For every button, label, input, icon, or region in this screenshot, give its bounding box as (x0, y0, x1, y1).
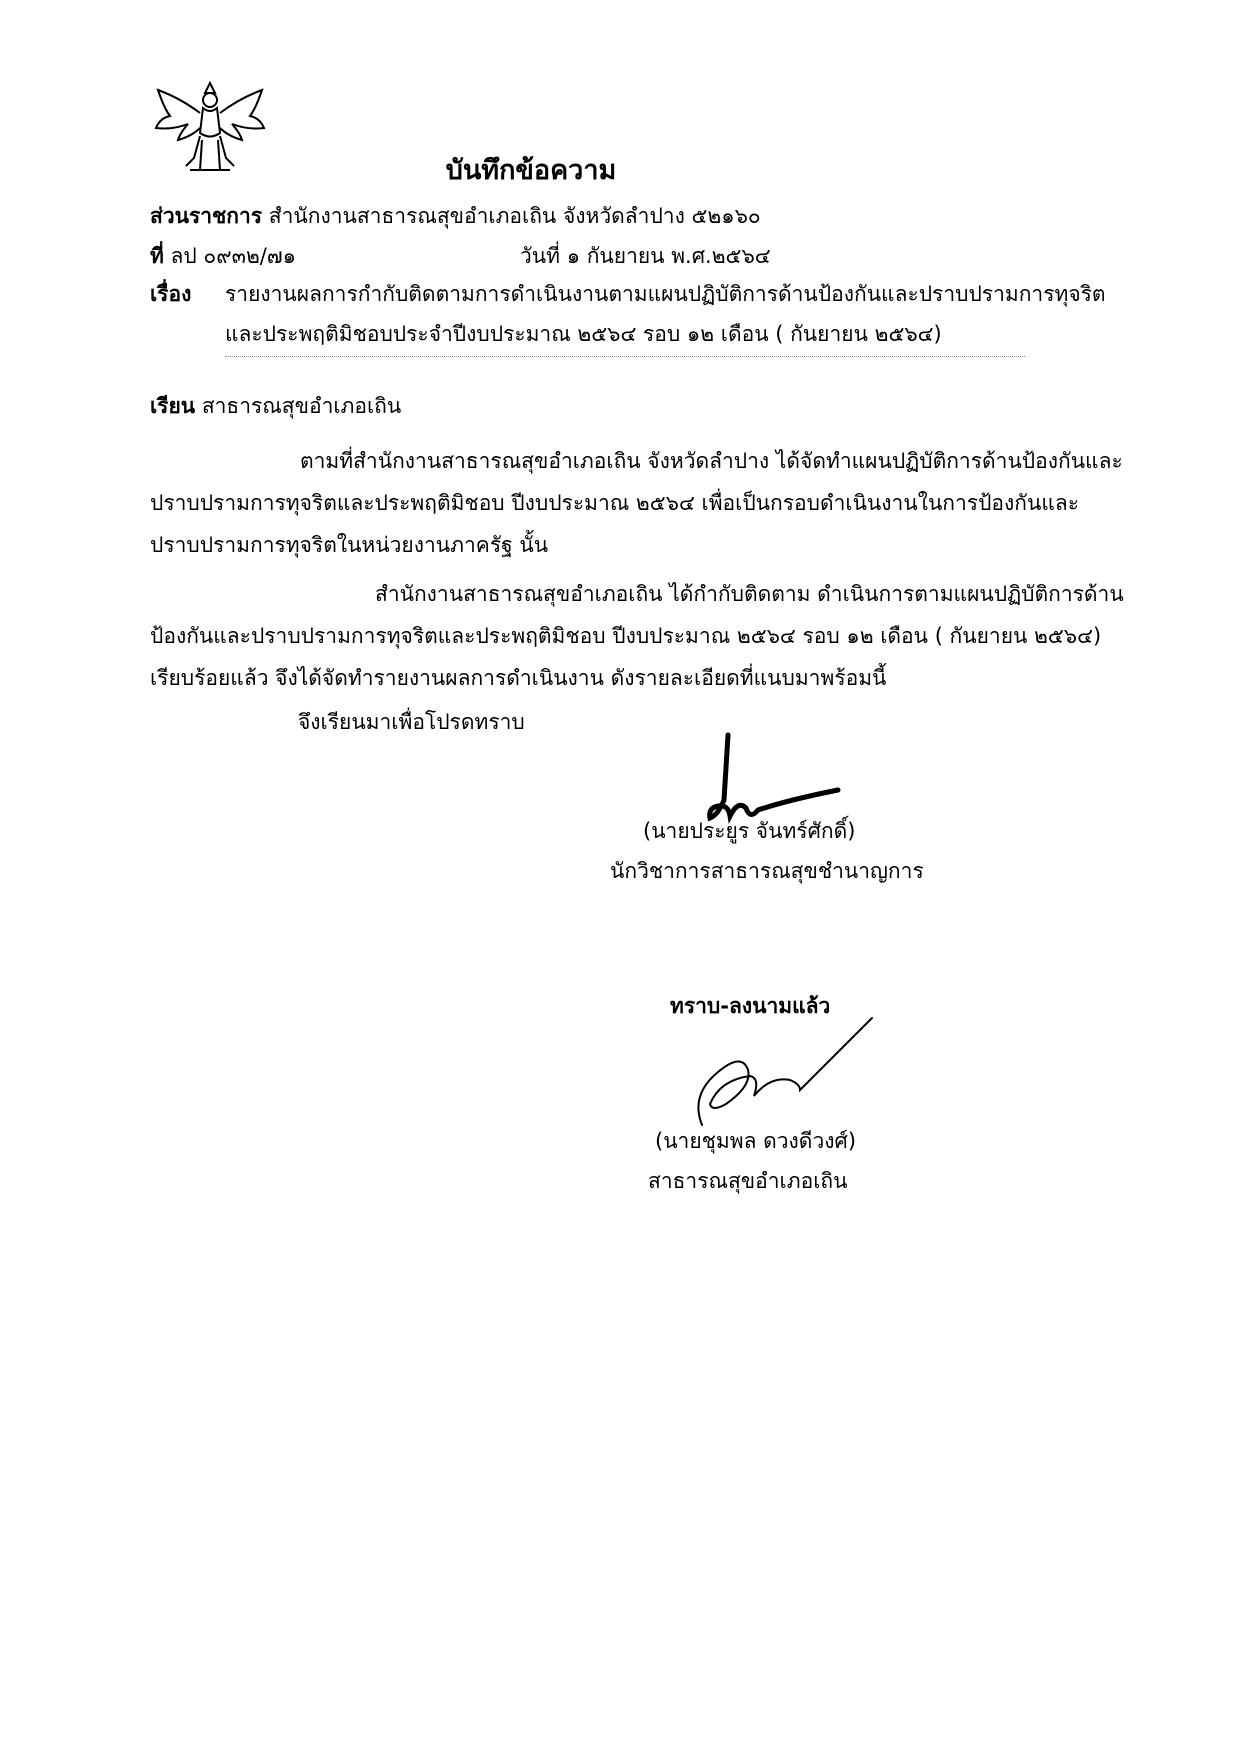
signer-1-name: (นายประยูร จันทร์ศักดิ์) (643, 819, 856, 843)
paragraph-2-line: เรียบร้อยแล้ว จึงได้จัดทำรายงานผลการดำเนินงาน ดังรายละเอียดที่แนบมาพร้อมนี้ (150, 666, 887, 690)
subject-divider (225, 356, 1025, 357)
signature-2-image (690, 1000, 880, 1140)
date-value: ๑ กันยายน พ.ศ.๒๕๖๔ (566, 244, 771, 268)
signer-2-position: สาธารณสุขอำเภอเถิน (648, 1169, 848, 1193)
acknowledged-text: ทราบ-ลงนามแล้ว (670, 994, 831, 1018)
paragraph-2-line: สำนักงานสาธารณสุขอำเภอเถิน ได้กำกับติดตาม ดำเนินการตามแผนปฏิบัติการด้าน (375, 582, 1124, 606)
reference-label: ที่ (150, 244, 164, 268)
date-row (520, 240, 771, 273)
signer-1-position: นักวิชาการสาธารณสุขชำนาญการ (610, 859, 924, 883)
reference-row (150, 240, 296, 273)
date-label: วันที่ (520, 244, 560, 268)
paragraph-1-line: ปราบปรามการทุจริตในหน่วยงานภาครัฐ นั้น (150, 533, 549, 557)
subject-line-2: และประพฤติมิชอบประจำปีงบประมาณ ๒๕๖๔ รอบ ๑๒ เดือน ( กันยายน ๒๕๖๔) (225, 322, 942, 346)
subject-line-1: รายงานผลการกำกับติดตามการดำเนินงานตามแผนปฏิบัติการด้านป้องกันและปราบปรามการทุจริต (225, 282, 1106, 306)
agency-row (150, 200, 761, 233)
agency-value: สำนักงานสาธารณสุขอำเภอเถิน จังหวัดลำปาง ๕๒๑๖๐ (268, 204, 761, 228)
paragraph-1-line: ตามที่สำนักงานสาธารณสุขอำเภอเถิน จังหวัดลำปาง ได้จัดทำแผนปฏิบัติการด้านป้องกันและ (300, 449, 1123, 473)
subject-label: เรื่อง (150, 282, 192, 306)
body-paragraph-2 (150, 573, 1125, 699)
signer-2-name: (นายชุมพล ดวงดีวงศ์) (655, 1129, 857, 1153)
paragraph-1-line: ปราบปรามการทุจริตและประพฤติมิชอบ ปีงบประมาณ ๒๕๖๔ เพื่อเป็นกรอบดำเนินงานในการป้องกันและ (150, 491, 1080, 515)
to-label: เรียน (150, 394, 196, 418)
reference-value: ลป ๐๙๓๒/๗๑ (170, 244, 296, 268)
closing-text: จึงเรียนมาเพื่อโปรดทราบ (298, 710, 525, 734)
paragraph-2-line: ป้องกันและปราบปรามการทุจริตและประพฤติมิชอบ ปีงบประมาณ ๒๕๖๔ รอบ ๑๒ เดือน ( กันยายน ๒๕๖๔) (150, 624, 1102, 648)
to-row (150, 390, 401, 423)
agency-label: ส่วนราชการ (150, 204, 263, 228)
document-title: บันทึกข้อความ (445, 155, 617, 186)
body-paragraph-1 (150, 440, 1125, 566)
to-value: สาธารณสุขอำเภอเถิน (201, 394, 402, 418)
